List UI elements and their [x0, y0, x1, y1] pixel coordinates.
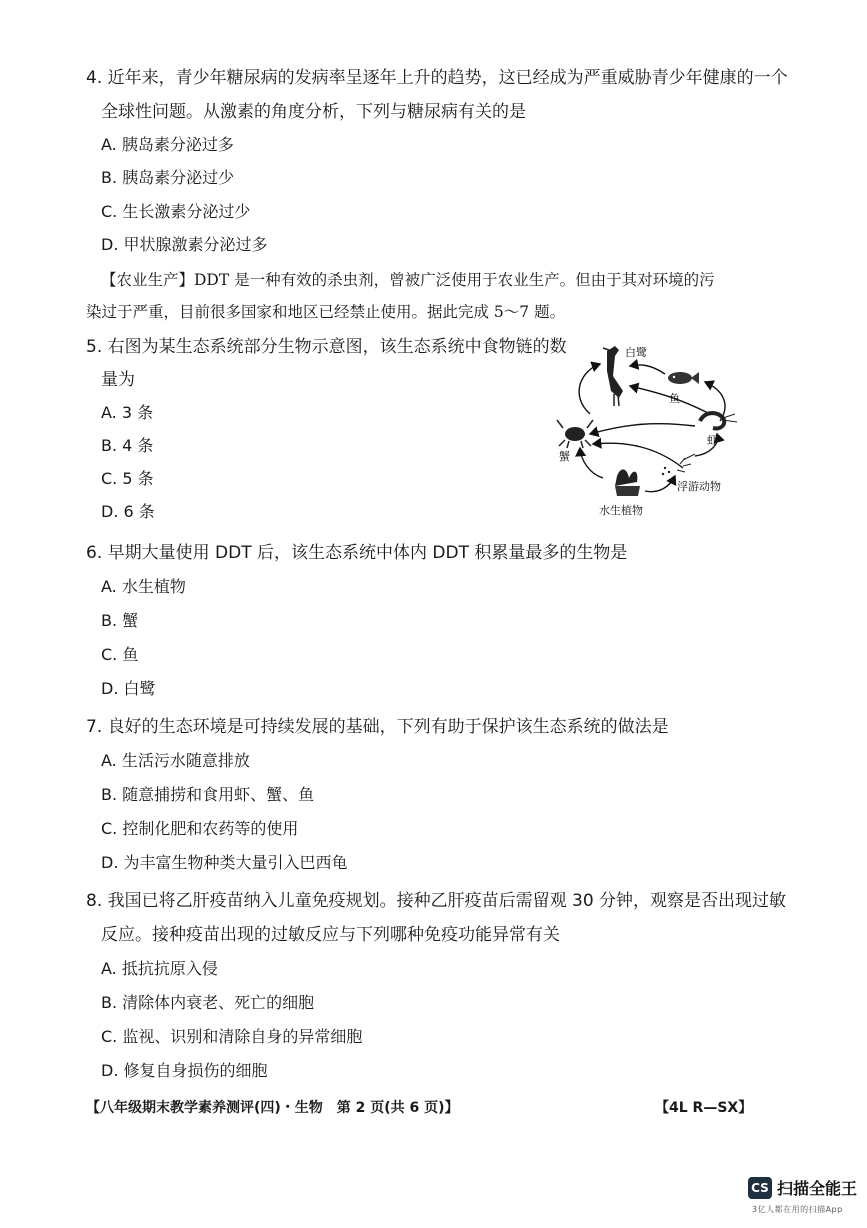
q8-option-a: A. 抵抗抗原入侵 [101, 959, 218, 978]
arrow-fish-to-egret [630, 365, 665, 374]
camscanner-logo-icon: CS [748, 1177, 772, 1199]
q4-stem-line2: 全球性问题。从激素的角度分析，下列与糖尿病有关的是 [101, 102, 526, 122]
camscanner-name: 扫描全能王 [777, 1179, 858, 1198]
shrimp-icon [700, 413, 737, 428]
q5-stem-line1: 5. 右图为某生态系统部分生物示意图，该生态系统中食物链的数 [86, 337, 567, 357]
q7-option-d: D. 为丰富生物种类大量引入巴西龟 [101, 853, 348, 872]
q5-stem-line2: 量为 [101, 370, 135, 390]
q7-option-b: B. 随意捕捞和食用虾、蟹、鱼 [101, 785, 315, 804]
label-shrimp: 虾 [707, 434, 718, 447]
q7-stem: 7. 良好的生态环境是可持续发展的基础，下列有助于保护该生态系统的做法是 [86, 717, 669, 737]
label-fish: 鱼 [669, 392, 680, 405]
label-aquatic-plant: 水生植物 [599, 504, 643, 517]
q6-option-d: D. 白鹭 [101, 679, 156, 698]
label-zooplankton: 浮游动物 [677, 480, 721, 493]
q8-stem-line2: 反应。接种疫苗出现的过敏反应与下列哪种免疫功能异常有关 [101, 925, 560, 945]
label-egret: 白鹭 [625, 346, 647, 359]
q6-option-b: B. 蟹 [101, 611, 139, 630]
q4-option-a: A. 胰岛素分泌过多 [101, 135, 234, 154]
arrow-plant-to-zooplankton [645, 476, 675, 492]
q7-option-c: C. 控制化肥和农药等的使用 [101, 819, 299, 838]
arrow-shrimp-to-crab [590, 424, 695, 434]
q8-option-d: D. 修复自身损伤的细胞 [101, 1061, 268, 1080]
context-line1: 【农业生产】DDT 是一种有效的杀虫剂，曾被广泛使用于农业生产。但由于其对环境的污 [101, 271, 715, 289]
q8-stem-line1: 8. 我国已将乙肝疫苗纳入儿童免疫规划。接种乙肝疫苗后需留观 30 分钟，观察是否出现过敏 [86, 891, 787, 911]
camscanner-tagline: 3亿人都在用的扫描App [752, 1205, 843, 1214]
arrow-crab-to-egret [579, 364, 600, 414]
q4-stem-line1: 4. 近年来，青少年糖尿病的发病率呈逐年上升的趋势，这已经成为严重威胁青少年健康的一个 [86, 68, 788, 88]
q6-stem: 6. 早期大量使用 DDT 后，该生态系统中体内 DDT 积累量最多的生物是 [86, 543, 628, 563]
q5-option-d: D. 6 条 [101, 502, 155, 521]
q7-option-a: A. 生活污水随意排放 [101, 751, 250, 770]
q5-option-b: B. 4 条 [101, 436, 154, 455]
q8-option-b: B. 清除体内衰老、死亡的细胞 [101, 993, 315, 1012]
crab-icon [557, 420, 593, 448]
egret-icon [603, 346, 623, 406]
arrow-zooplankton-to-crab [593, 443, 683, 468]
q8-option-c: C. 监视、识别和清除自身的异常细胞 [101, 1027, 363, 1046]
label-crab: 蟹 [559, 450, 570, 463]
footer-right: 【4L R—SX】 [655, 1100, 753, 1116]
footer-left: 【八年级期末教学素养测评(四)・生物 第 2 页(共 6 页)】 [86, 1100, 459, 1116]
fish-icon [668, 372, 699, 384]
aquatic-plant-icon [615, 469, 640, 496]
q6-option-a: A. 水生植物 [101, 577, 186, 596]
arrow-plant-to-crab [580, 448, 603, 478]
q4-option-d: D. 甲状腺激素分泌过多 [101, 235, 268, 254]
q5-option-a: A. 3 条 [101, 403, 154, 422]
food-web-diagram [545, 336, 755, 526]
context-line2: 染过于严重，目前很多国家和地区已经禁止使用。据此完成 5～7 题。 [86, 303, 566, 321]
q6-option-c: C. 鱼 [101, 645, 139, 664]
q5-option-c: C. 5 条 [101, 469, 154, 488]
q4-option-c: C. 生长激素分泌过少 [101, 202, 251, 221]
q4-option-b: B. 胰岛素分泌过少 [101, 168, 235, 187]
